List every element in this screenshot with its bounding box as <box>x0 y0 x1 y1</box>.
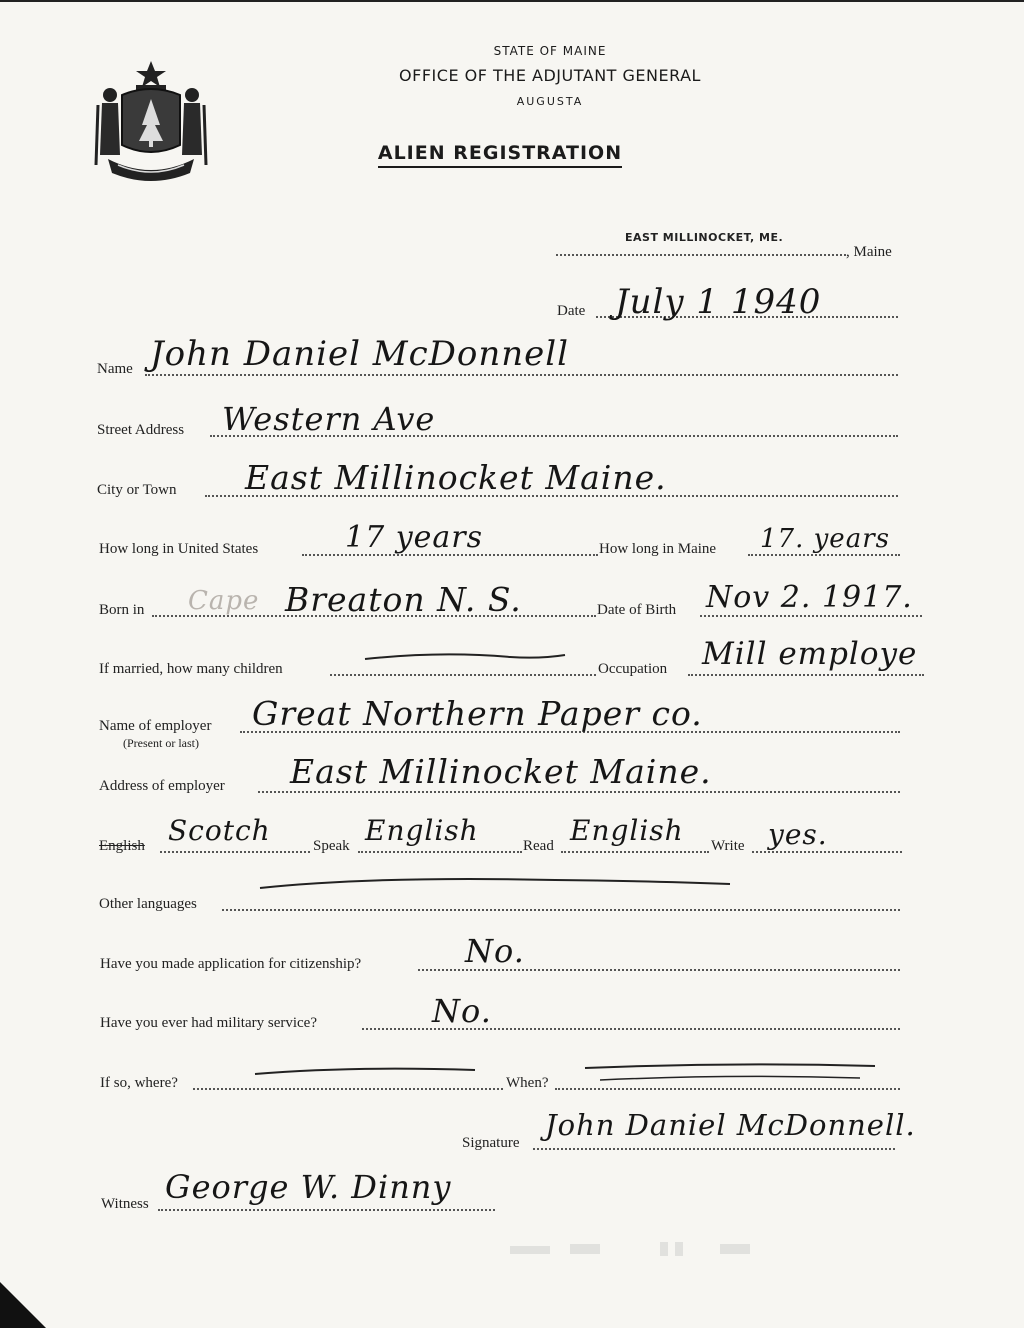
where-dash-mark <box>250 1060 480 1082</box>
street-value: Western Ave <box>222 400 436 438</box>
occupation-line <box>688 674 924 676</box>
read-label: Read <box>523 838 554 854</box>
write-value: yes. <box>768 818 828 851</box>
dob-line <box>700 615 922 617</box>
maine-duration-label: How long in Maine <box>599 541 717 557</box>
english-line <box>160 851 310 853</box>
witness-line <box>158 1209 495 1211</box>
when-dash-mark <box>580 1058 880 1088</box>
witness-value: George W. Dinny <box>165 1168 452 1206</box>
location-stamp: EAST MILLINOCKET, ME. <box>625 231 784 244</box>
us-duration-label: How long in United States <box>99 541 259 557</box>
other-languages-dash-mark <box>255 872 735 897</box>
nationality-value: Scotch <box>168 814 271 847</box>
employer-label: Name of employer <box>99 718 212 734</box>
speak-value: English <box>365 814 479 847</box>
dob-value: Nov 2. 1917. <box>706 580 913 615</box>
city-value: East Millinocket Maine. <box>245 458 667 497</box>
occupation-value: Mill employe <box>702 636 918 672</box>
born-struck-value: Cape <box>188 586 260 616</box>
other-languages-line <box>222 909 900 911</box>
employer-address-line <box>258 791 900 793</box>
citizenship-value: No. <box>465 932 525 970</box>
speak-line <box>358 851 522 853</box>
where-label: If so, where? <box>100 1075 178 1091</box>
signature-line <box>533 1148 895 1150</box>
citizenship-label: Have you made application for citizenship? <box>100 956 362 972</box>
read-line <box>561 851 709 853</box>
date-value: July 1 1940 <box>615 282 822 322</box>
children-label: If married, how many children <box>99 661 283 677</box>
form-title: ALIEN REGISTRATION <box>300 142 700 164</box>
torn-corner <box>0 1282 46 1328</box>
write-line <box>752 851 902 853</box>
employer-address-label: Address of employer <box>99 778 225 794</box>
read-value: English <box>570 814 684 847</box>
location-suffix: , Maine <box>846 244 892 260</box>
top-border <box>0 0 1024 2</box>
bleed-through-mark <box>510 1238 760 1260</box>
maine-duration-line <box>748 554 900 556</box>
street-label: Street Address <box>97 422 185 438</box>
office-heading: OFFICE OF THE ADJUTANT GENERAL <box>399 66 701 85</box>
employer-sublabel: (Present or last) <box>123 736 199 750</box>
born-value: Breaton N. S. <box>285 580 522 619</box>
city-heading: AUGUSTA <box>516 95 584 108</box>
employer-address-value: East Millinocket Maine. <box>290 752 712 791</box>
when-line <box>555 1088 900 1090</box>
name-label: Name <box>97 361 133 377</box>
children-dash-mark <box>360 645 570 670</box>
when-label: When? <box>506 1075 549 1091</box>
where-line <box>193 1088 503 1090</box>
military-value: No. <box>432 992 492 1030</box>
city-label: City or Town <box>97 482 177 498</box>
english-label: English <box>99 838 145 854</box>
us-duration-value: 17 years <box>345 520 484 555</box>
speak-label: Speak <box>313 838 350 854</box>
signature-value: John Daniel McDonnell. <box>545 1108 916 1142</box>
occupation-label: Occupation <box>598 661 668 677</box>
maine-state-seal-icon <box>92 55 210 185</box>
other-languages-label: Other languages <box>99 896 197 912</box>
signature-label: Signature <box>462 1135 520 1151</box>
name-value: John Daniel McDonnell <box>150 334 570 374</box>
born-label: Born in <box>99 602 145 618</box>
employer-value: Great Northern Paper co. <box>252 694 703 733</box>
maine-duration-value: 17. years <box>760 524 890 554</box>
military-label: Have you ever had military service? <box>100 1015 317 1031</box>
date-label: Date <box>557 303 586 319</box>
witness-label: Witness <box>101 1196 149 1212</box>
children-line <box>330 674 596 676</box>
dob-label: Date of Birth <box>597 602 677 618</box>
state-heading: STATE OF MAINE <box>493 44 607 58</box>
location-line <box>556 254 846 256</box>
write-label: Write <box>711 838 745 854</box>
name-line <box>145 374 898 376</box>
